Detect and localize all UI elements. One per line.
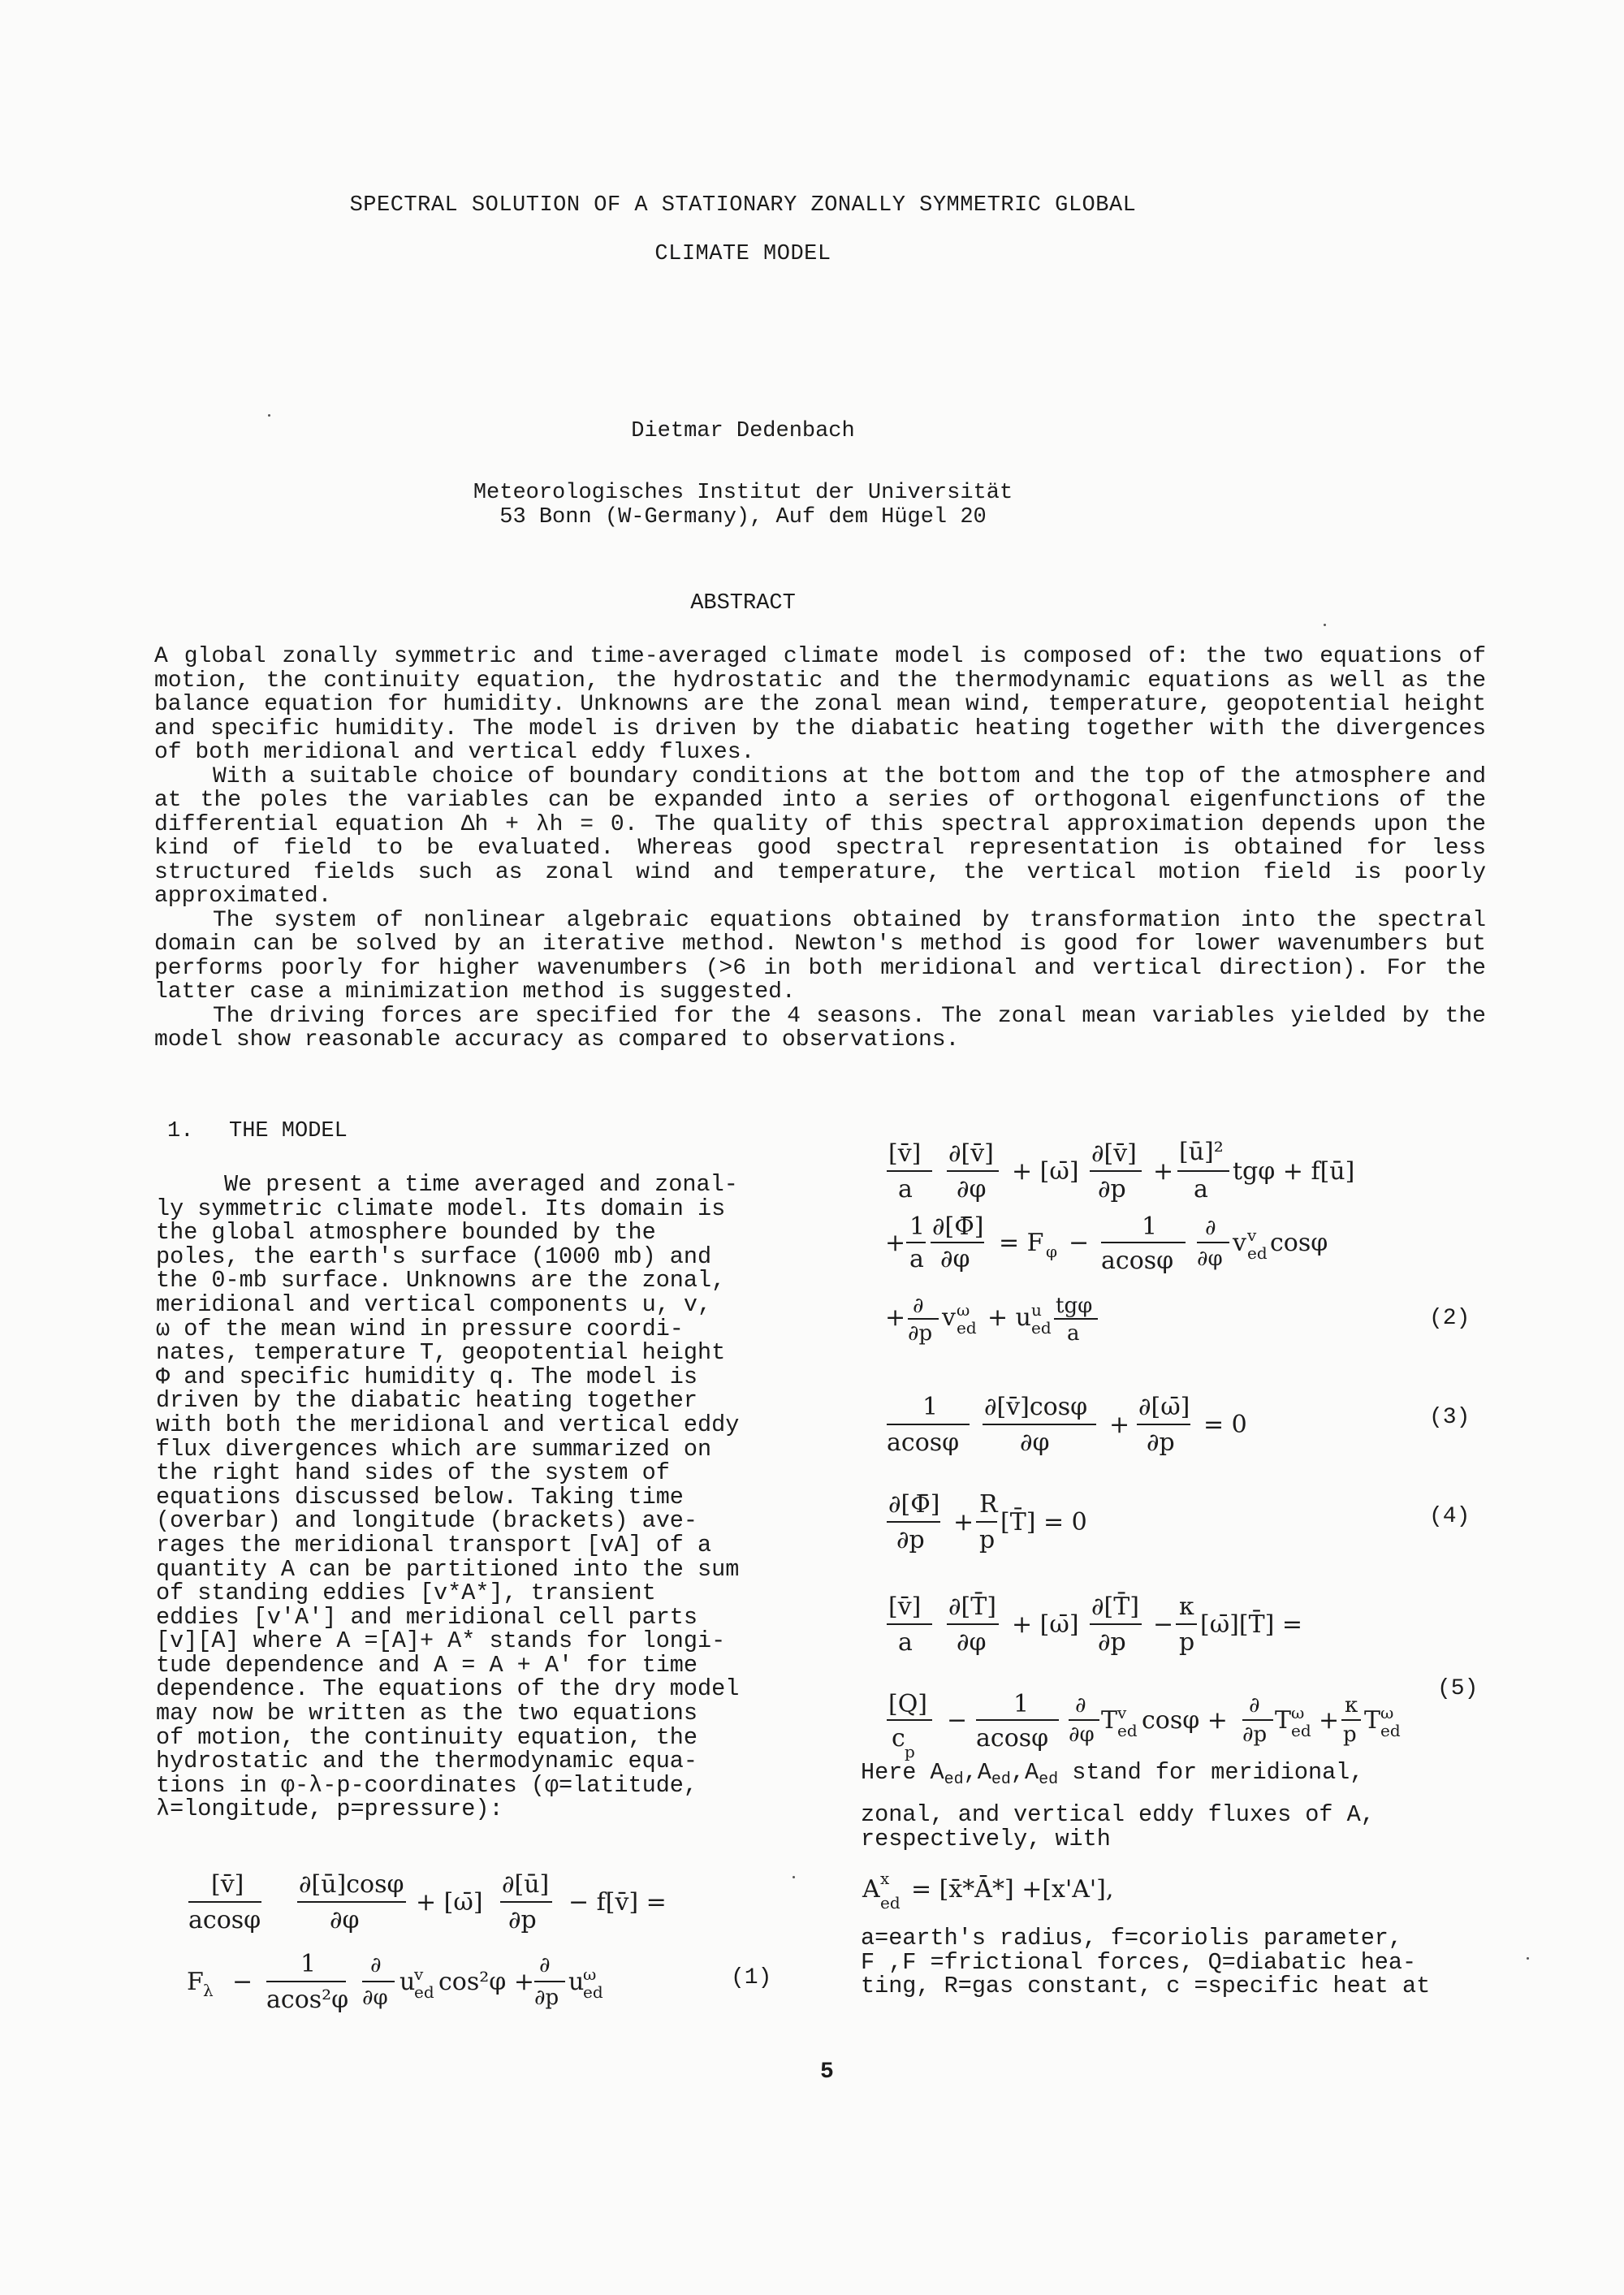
body-line: flux divergences which are summarized on [156, 1435, 712, 1463]
body-line: tude dependence and A = A + A' for time [156, 1651, 698, 1679]
svg-text:ω: ω [1291, 1703, 1305, 1722]
eddy-flux-definition [861, 1865, 1348, 1928]
body-line: of standing eddies [v*A*], transient [156, 1580, 656, 1607]
svg-text:v: v [942, 1303, 956, 1332]
section-heading: THE MODEL [229, 1119, 348, 1143]
svg-text:+: + [1153, 1157, 1174, 1186]
paper-title-line-2: CLIMATE MODEL [654, 242, 831, 266]
svg-text:+ [ω̄]: + [ω̄] [1012, 1157, 1079, 1186]
body-line: [v][A] where A =[A]+ A* stands for longi- [156, 1627, 726, 1655]
svg-text:tgφ + f[ū]: tgφ + f[ū] [1233, 1157, 1355, 1186]
svg-text:∂: ∂ [370, 1953, 382, 1977]
svg-text:∂φ: ∂φ [1197, 1247, 1223, 1271]
svg-text:u: u [568, 1968, 585, 1996]
equation-3 [885, 1390, 1372, 1470]
affiliation-line-2: 53 Bonn (W-Germany), Auf dem Hügel 20 [499, 505, 987, 529]
svg-text:∂φ: ∂φ [330, 1906, 360, 1934]
svg-text:[ω̄][T̄] =: [ω̄][T̄] = [1200, 1610, 1302, 1639]
body-line: dependence. The equations of the dry model [156, 1675, 740, 1703]
svg-text:acos²φ: acos²φ [266, 1986, 349, 2014]
section-body [156, 1173, 822, 1822]
body-line: the right hand sides of the system of [156, 1459, 670, 1487]
body-line: of motion, the continuity equation, the [156, 1723, 698, 1751]
svg-text:∂φ: ∂φ [1069, 1722, 1095, 1747]
body-line: We present a time averaged and zonal- [224, 1171, 738, 1198]
equation-3-graphic [885, 1390, 1372, 1463]
svg-text:+: + [885, 1303, 906, 1332]
svg-text:a: a [909, 1245, 924, 1273]
svg-text:∂φ: ∂φ [940, 1245, 970, 1273]
body-line: ly symmetric climate model. Its domain is [156, 1195, 726, 1222]
eddy-flux-definition-graphic [861, 1865, 1348, 1921]
svg-text:p: p [905, 1742, 915, 1761]
svg-text:acosφ: acosφ [188, 1906, 261, 1934]
svg-text:cos²φ +: cos²φ + [438, 1968, 534, 1996]
body-line: with both the meridional and vertical eddy [156, 1411, 740, 1438]
svg-text:1: 1 [300, 1950, 317, 1978]
svg-text:u: u [1031, 1300, 1042, 1320]
svg-text:= [x̄*Ā*] +[x'A'],: = [x̄*Ā*] +[x'A'], [911, 1875, 1114, 1904]
svg-text:∂: ∂ [1075, 1693, 1086, 1718]
body-line: eddies [v'A'] and meridional cell parts [156, 1603, 698, 1631]
svg-text:∂[ū]: ∂[ū] [502, 1870, 550, 1899]
svg-text:∂[ū]cosφ: ∂[ū]cosφ [299, 1870, 404, 1899]
svg-text:R: R [979, 1490, 998, 1519]
equation-4-graphic [885, 1488, 1210, 1561]
svg-text:[v̄]: [v̄] [888, 1139, 922, 1168]
svg-text:ed: ed [414, 1982, 434, 2002]
svg-text:−: − [232, 1968, 253, 1996]
abstract-paragraph-2: With a suitable choice of boundary conditions at the bottom and the top of the atmosphere and at the poles the variables can be expanded into a series of orthogonal eigenfunctions of the differential equation Δh + λh = 0. The quality of this spectral approximation depends upon the kind of field to be evaluated. Whereas good spectral representation is obtained for less structured fields such as zonal wind and temperature, the vertical motion field is poorly approximated. [154, 763, 1486, 909]
scan-speck [793, 1876, 795, 1878]
svg-text:acosφ: acosφ [887, 1428, 960, 1457]
abstract-body [154, 645, 1486, 1052]
scan-speck [1527, 1957, 1529, 1960]
svg-text:cosφ +: cosφ + [1142, 1706, 1228, 1735]
equation-1 [187, 1868, 804, 2037]
body-line: quantity A can be partitioned into the sum [156, 1555, 740, 1583]
svg-text:−: − [947, 1706, 968, 1735]
svg-text:∂p: ∂p [1242, 1722, 1268, 1747]
svg-text:+ [ω̄]: + [ω̄] [416, 1888, 483, 1917]
svg-text:[T̄] = 0: [T̄] = 0 [1000, 1508, 1087, 1536]
svg-text:ed: ed [1247, 1243, 1268, 1263]
svg-text:∂φ: ∂φ [1020, 1428, 1050, 1457]
definition-line: a=earth's radius, f=coriolis parameter, [861, 1925, 1403, 1951]
svg-text:[ū]²: [ū]² [1179, 1138, 1224, 1166]
svg-text:∂φ: ∂φ [957, 1628, 987, 1657]
svg-text:−: − [1153, 1610, 1174, 1639]
svg-text:∂p: ∂p [1098, 1175, 1126, 1204]
svg-text:ed: ed [583, 1982, 603, 2002]
body-line: hydrostatic and the thermodynamic equa- [156, 1748, 698, 1775]
author-name: Dietmar Dedenbach [631, 419, 855, 443]
body-line: poles, the earth's surface (1000 mb) and [156, 1243, 712, 1270]
svg-text:1: 1 [1013, 1690, 1030, 1718]
svg-text:∂p: ∂p [508, 1906, 537, 1934]
scan-speck [268, 414, 270, 417]
section-number: 1. [167, 1119, 194, 1143]
svg-text:∂[v̄]cosφ: ∂[v̄]cosφ [984, 1393, 1088, 1421]
body-line: the 0-mb surface. Unknowns are the zonal, [156, 1267, 726, 1294]
svg-text:1: 1 [922, 1393, 939, 1421]
svg-text:x: x [880, 1869, 890, 1888]
equation-5-number: (5) [1437, 1676, 1479, 1701]
svg-text:+: + [1109, 1411, 1130, 1439]
svg-text:ed: ed [957, 1318, 977, 1338]
svg-text:v: v [1233, 1229, 1246, 1257]
svg-text:ed: ed [1031, 1318, 1052, 1338]
definition-line: ting, R=gas constant, c =specific heat at [861, 1973, 1431, 2000]
svg-text:+: + [885, 1229, 906, 1257]
svg-text:∂[Φ̄]: ∂[Φ̄] [932, 1212, 984, 1241]
equation-1-number: (1) [731, 1965, 772, 1990]
svg-text:∂[Φ̄]: ∂[Φ̄] [888, 1490, 940, 1519]
body-line: Φ and specific humidity q. The model is [156, 1363, 698, 1390]
svg-text:T: T [1275, 1706, 1292, 1735]
svg-text:ω: ω [957, 1300, 970, 1320]
svg-text:λ: λ [203, 1981, 214, 2000]
body-line: ω of the mean wind in pressure coordi- [156, 1315, 684, 1342]
svg-text:acosφ: acosφ [976, 1724, 1049, 1753]
equation-4-number: (4) [1429, 1504, 1471, 1529]
body-line: nates, temperature T, geopotential height [156, 1339, 726, 1367]
equation-2 [885, 1137, 1470, 1355]
svg-text:ed: ed [880, 1893, 901, 1912]
svg-text:u: u [400, 1968, 416, 1996]
svg-text:−: − [1069, 1229, 1090, 1257]
svg-text:T: T [1101, 1706, 1118, 1735]
svg-text:∂p: ∂p [1147, 1428, 1175, 1457]
svg-text:∂: ∂ [539, 1953, 551, 1977]
svg-text:∂: ∂ [1249, 1693, 1260, 1718]
svg-text:∂[v̄]: ∂[v̄] [948, 1139, 994, 1168]
svg-text:∂p: ∂p [534, 1986, 559, 2010]
svg-text:ed: ed [1117, 1721, 1138, 1740]
svg-text:∂[ω̄]: ∂[ω̄] [1138, 1393, 1190, 1421]
svg-text:− f[v̄] =: − f[v̄] = [568, 1888, 667, 1917]
svg-text:T: T [1364, 1706, 1381, 1735]
svg-text:a: a [898, 1628, 913, 1657]
svg-text:∂: ∂ [913, 1294, 924, 1318]
here-line-1-end: stand for meridional, [1072, 1759, 1364, 1786]
here-line-2: zonal, and vertical eddy fluxes of A, [861, 1801, 1375, 1828]
svg-text:a: a [1067, 1321, 1080, 1346]
svg-text:∂φ: ∂φ [362, 1986, 388, 2010]
abstract-heading: ABSTRACT [690, 591, 796, 616]
here-line-1-start: Here A [861, 1759, 944, 1786]
svg-text:a: a [1194, 1175, 1208, 1204]
svg-text:1: 1 [909, 1212, 926, 1241]
scan-speck [1324, 624, 1326, 626]
body-line: equations discussed below. Taking time [156, 1483, 684, 1511]
svg-text:ed: ed [1380, 1721, 1401, 1740]
definitions [861, 1926, 1430, 1999]
equation-2-number: (2) [1429, 1306, 1471, 1331]
svg-text:∂[v̄]: ∂[v̄] [1091, 1139, 1137, 1168]
here-line-3: respectively, with [861, 1826, 1111, 1852]
svg-text:v: v [1247, 1225, 1257, 1245]
svg-text:cosφ: cosφ [1270, 1229, 1328, 1257]
svg-text:∂p: ∂p [1098, 1628, 1126, 1657]
svg-text:1: 1 [1142, 1212, 1158, 1241]
equation-3-number: (3) [1429, 1405, 1471, 1430]
body-line: meridional and vertical components u, v, [156, 1290, 712, 1318]
svg-text:v: v [414, 1964, 424, 1984]
svg-text:p: p [1179, 1628, 1195, 1657]
body-line: may now be written as the two equations [156, 1700, 698, 1727]
body-line: rages the meridional transport [vA] of a [156, 1531, 712, 1558]
svg-text:[v̄]: [v̄] [888, 1593, 922, 1621]
body-line: the global atmosphere bounded by the [156, 1219, 656, 1247]
svg-text:[v̄]: [v̄] [211, 1870, 244, 1899]
svg-text:ω: ω [1380, 1703, 1394, 1722]
equation-1-graphic [187, 1868, 804, 2030]
svg-text:v: v [1117, 1703, 1127, 1722]
definition-line: F ,F =frictional forces, Q=diabatic hea- [861, 1948, 1417, 1976]
equation-2-graphic [885, 1137, 1470, 1348]
svg-text:F: F [187, 1968, 204, 1996]
svg-text:∂p: ∂p [908, 1321, 933, 1346]
svg-text:κ: κ [1179, 1593, 1194, 1621]
svg-text:∂φ: ∂φ [957, 1175, 987, 1204]
body-line: (overbar) and longitude (brackets) ave- [156, 1507, 698, 1535]
svg-text:+ u: + u [987, 1303, 1031, 1332]
svg-text:ed: ed [1291, 1721, 1311, 1740]
paper-title-line-1: SPECTRAL SOLUTION OF A STATIONARY ZONALLY SYMMETRIC GLOBAL [349, 193, 1137, 218]
abstract-paragraph-3: The system of nonlinear algebraic equations obtained by transformation into the spectral domain can be solved by an iterative method. Newton's method is good for lower wavenumbers but performs poorly for higher wavenumbers (>6 in both meridional and vertical direction). For the latter case a minimization method is suggested. [154, 907, 1486, 1005]
affiliation-line-1: Meteorologisches Institut der Universität [473, 481, 1013, 505]
svg-text:acosφ: acosφ [1101, 1247, 1174, 1275]
svg-text:∂[T̄]: ∂[T̄] [1091, 1593, 1139, 1621]
equation-5 [885, 1590, 1470, 1783]
abstract-paragraph-1: A global zonally symmetric and time-averaged climate model is composed of: the two equations of motion, the continuity equation, the hydrostatic and the thermodynamic equations as well as the balance equation for humidity. Unknowns are the zonal mean wind, temperature, geopotential height and specific humidity. The model is driven by the diabatic heating together with the divergences of both meridional and vertical eddy fluxes. [154, 644, 1486, 765]
svg-text:+: + [1319, 1706, 1340, 1735]
svg-text:+: + [953, 1508, 974, 1536]
svg-text:tgφ: tgφ [1056, 1294, 1093, 1318]
body-line: tions in φ-λ-p-coordinates (φ=latitude, [156, 1771, 698, 1799]
page-number: 5 [820, 2059, 834, 2085]
svg-text:p: p [1343, 1722, 1357, 1747]
svg-text:= F: = F [999, 1229, 1044, 1257]
svg-text:a: a [898, 1175, 913, 1204]
equation-4 [885, 1488, 1210, 1567]
svg-text:∂[T̄]: ∂[T̄] [948, 1593, 996, 1621]
svg-text:p: p [979, 1526, 996, 1554]
svg-text:φ: φ [1046, 1242, 1058, 1261]
svg-text:∂: ∂ [1205, 1216, 1216, 1240]
equation-5-graphic [885, 1590, 1470, 1777]
here-line-1: Here $A_{ed},A_{ed},A_{ed}$ stand for meridional, [861, 1759, 1364, 1789]
body-line: λ=longitude, p=pressure): [156, 1796, 503, 1823]
svg-text:c: c [892, 1724, 905, 1753]
svg-text:κ: κ [1345, 1693, 1358, 1718]
svg-text:+ [ω̄]: + [ω̄] [1012, 1610, 1079, 1639]
svg-text:= 0: = 0 [1203, 1411, 1247, 1439]
svg-text:[Q]: [Q] [888, 1690, 928, 1718]
svg-text:ω: ω [583, 1964, 597, 1984]
body-line: driven by the diabatic heating together [156, 1387, 698, 1415]
abstract-paragraph-4: The driving forces are specified for the 4 seasons. The zonal mean variables yielded by the model show reasonable accuracy as compared to observations. [154, 1003, 1486, 1052]
svg-text:∂p: ∂p [896, 1526, 925, 1554]
svg-text:A: A [862, 1875, 880, 1904]
